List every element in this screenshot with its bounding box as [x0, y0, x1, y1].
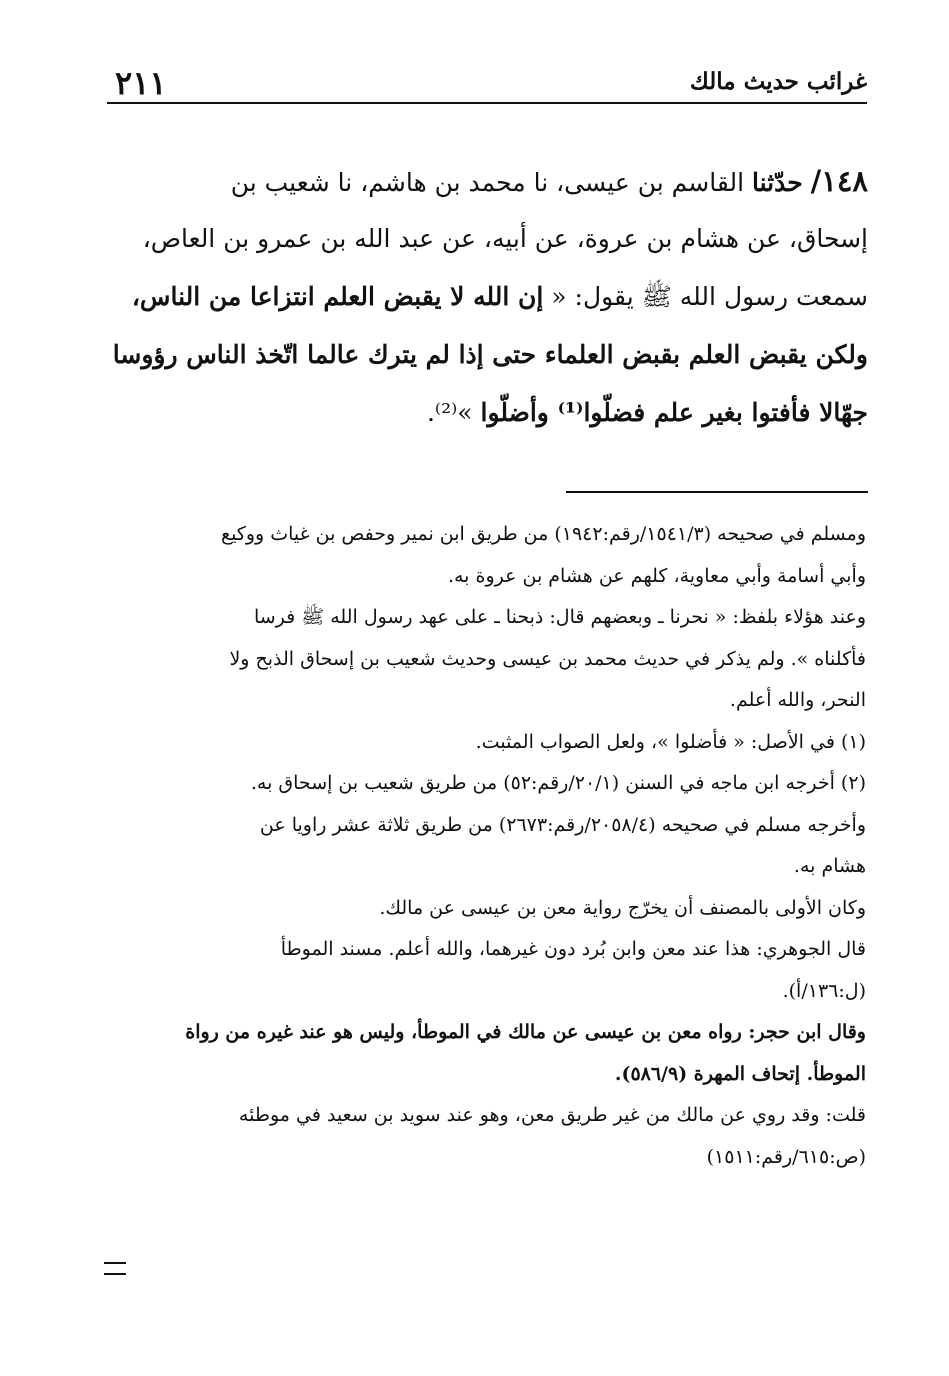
- quote-close: »⁽²⁾.: [426, 398, 481, 427]
- footnote-line: قلت: وقد روي عن مالك من غير طريق معن، وهو عند سويد بن سعيد في موطئه: [238, 1104, 866, 1126]
- hadith-line: [100, 268, 868, 326]
- footnote-line: وقال ابن حجر: رواه معن بن عيسى عن مالك في الموطأ، وليس هو عند غيره من رواة: [185, 1021, 866, 1043]
- footnote-line: هشام به.: [793, 855, 866, 877]
- footnote-separator: [566, 491, 868, 493]
- hadith-quote: جهّالا فأفتوا بغير علم فضلّوا⁽¹⁾ وأضلّوا: [480, 398, 868, 427]
- footnote-line: (٢) أخرجه ابن ماجه في السنن (٢٠/١/رقم:٥٢) من طريق شعيب بن إسحاق به.: [250, 772, 866, 794]
- footnote-line: (ل:١٣٦/أ).: [782, 979, 866, 1002]
- chain-text: سمعت رسول الله ﷺ يقول: «: [543, 282, 868, 311]
- page-number: ٢١١: [115, 64, 167, 102]
- footnote-line: النحر، والله أعلم.: [729, 689, 866, 711]
- hadith-number: ١٤٨/: [810, 164, 868, 198]
- footnote-line: قال الجوهري: هذا عند معن وابن بُرد دون غيرهما، والله أعلم. مسند الموطأ: [280, 938, 866, 960]
- footnote-line: (ص:٦١٥/رقم:١٥١١): [706, 1145, 866, 1168]
- footnote-line: ومسلم في صحيحه (١٥٤١/٣/رقم:١٩٤٢) من طريق ابن نمير وحفص بن غياث ووكيع: [220, 523, 866, 545]
- hadith-line: [100, 152, 868, 210]
- chain-text: القاسم بن عيسى، نا محمد بن هاشم، نا شعيب بن: [230, 168, 753, 197]
- footnotes: [104, 514, 866, 1178]
- running-title: غرائب حديث مالك: [689, 68, 867, 95]
- chain-text: إسحاق، عن هشام بن عروة، عن أبيه، عن عبد الله بن عمرو بن العاص،: [142, 224, 868, 253]
- footnote-line: وكان الأولى بالمصنف أن يخرّج رواية معن بن عيسى عن مالك.: [379, 896, 866, 919]
- hadith-line: [100, 384, 868, 442]
- hadith-quote: إن الله لا يقبض العلم انتزاعا من الناس،: [131, 282, 544, 311]
- hadith-line: [100, 210, 868, 268]
- footnote-line: وأخرجه مسلم في صحيحه (٢٠٥٨/٤/رقم:٢٦٧٣) من طريق ثلاثة عشر راويا عن: [259, 813, 866, 836]
- hadith-text: [100, 152, 868, 442]
- footnote-line: (١) في الأصل: « فأضلوا »، ولعل الصواب المثبت.: [475, 730, 866, 753]
- hadith-line: [100, 326, 868, 384]
- footnote-line: الموطأ. إتحاف المهرة (٥٨٦/٩).: [614, 1062, 866, 1085]
- page-header: [107, 66, 867, 104]
- footnote-line: وأبي أسامة وأبي معاوية، كلهم عن هشام بن عروة به.: [447, 564, 866, 587]
- chain-keyword: حدّثنا: [752, 168, 803, 197]
- footnote-line: وعند هؤلاء بلفظ: « نحرنا ـ وبعضهم قال: ذبحنا ـ على عهد رسول الله ﷺ فرسا: [253, 606, 866, 628]
- continuation-mark: [104, 1262, 126, 1275]
- footnote-line: فأكلناه ». ولم يذكر في حديث محمد بن عيسى وحديث شعيب بن إسحاق الذبح ولا: [229, 647, 866, 670]
- hadith-quote: ولكن يقبض العلم بقبض العلماء حتى إذا لم يترك عالما اتّخذ الناس رؤوسا: [112, 340, 868, 369]
